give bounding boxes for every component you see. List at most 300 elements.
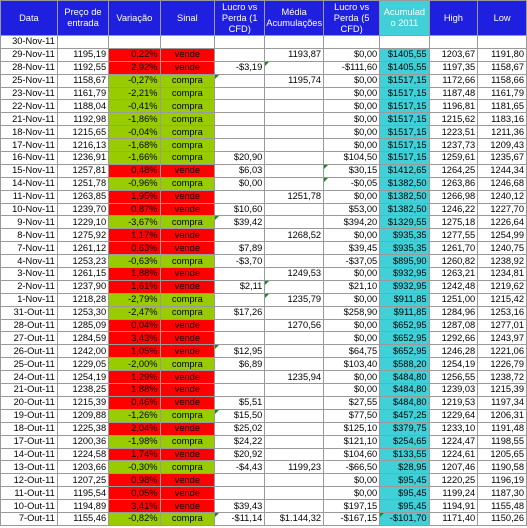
cell-sinal[interactable]: vende — [160, 396, 215, 409]
cell-acumulado[interactable]: $484,80 — [380, 384, 429, 397]
cell-media[interactable] — [265, 100, 324, 113]
cell-data[interactable]: 20-Out-11 — [1, 396, 58, 409]
cell-data[interactable]: 9-Nov-11 — [1, 216, 58, 229]
cell-lucro-5cfd[interactable] — [324, 36, 380, 49]
cell-lucro-5cfd[interactable]: $125,10 — [324, 422, 380, 435]
cell-acumulado[interactable]: $652,95 — [380, 319, 429, 332]
cell-data[interactable]: 10-Nov-11 — [1, 203, 58, 216]
cell-low[interactable]: 1150,26 — [478, 512, 527, 525]
cell-sinal[interactable]: compra — [160, 216, 215, 229]
cell-preco[interactable] — [57, 36, 108, 49]
cell-preco[interactable]: 1195,19 — [57, 48, 108, 61]
cell-high[interactable]: 1224,61 — [429, 448, 478, 461]
cell-variacao[interactable]: 1,29% — [109, 371, 160, 384]
cell-media[interactable]: 1268,52 — [265, 229, 324, 242]
cell-sinal[interactable]: compra — [160, 512, 215, 525]
cell-media[interactable] — [265, 306, 324, 319]
col-header-low[interactable]: Low — [478, 1, 527, 36]
cell-lucro-5cfd[interactable]: $53,00 — [324, 203, 380, 216]
cell-media[interactable]: 1251,78 — [265, 190, 324, 203]
cell-data[interactable]: 14-Nov-11 — [1, 177, 58, 190]
cell-low[interactable]: 1187,30 — [478, 487, 527, 500]
cell-high[interactable]: 1246,22 — [429, 203, 478, 216]
cell-low[interactable]: 1181,65 — [478, 100, 527, 113]
cell-lucro-5cfd[interactable]: $64,75 — [324, 345, 380, 358]
cell-lucro-5cfd[interactable]: $0,00 — [324, 48, 380, 61]
cell-data[interactable]: 31-Out-11 — [1, 306, 58, 319]
cell-high[interactable]: 1277,55 — [429, 229, 478, 242]
cell-low[interactable]: 1235,67 — [478, 152, 527, 165]
cell-high[interactable]: 1292,66 — [429, 332, 478, 345]
cell-low[interactable]: 1226,79 — [478, 358, 527, 371]
cell-media[interactable] — [265, 345, 324, 358]
cell-acumulado[interactable]: $935,35 — [380, 242, 429, 255]
cell-data[interactable]: 3-Nov-11 — [1, 268, 58, 281]
cell-lucro-5cfd[interactable]: $0,00 — [324, 487, 380, 500]
cell-media[interactable] — [265, 164, 324, 177]
cell-lucro-1cfd[interactable] — [215, 36, 265, 49]
cell-data[interactable]: 30-Nov-11 — [1, 36, 58, 49]
cell-variacao[interactable]: 3,41% — [109, 500, 160, 513]
cell-acumulado[interactable]: $95,45 — [380, 474, 429, 487]
cell-media[interactable] — [265, 255, 324, 268]
cell-preco[interactable]: 1251,78 — [57, 177, 108, 190]
cell-variacao[interactable]: 0,63% — [109, 242, 160, 255]
cell-low[interactable]: 1191,48 — [478, 422, 527, 435]
col-header-lucro-5cfd[interactable]: Lucro vs Perda (5 CFD) — [324, 1, 380, 36]
col-header-high[interactable]: High — [429, 1, 478, 36]
cell-sinal[interactable]: vende — [160, 268, 215, 281]
cell-data[interactable]: 18-Nov-11 — [1, 126, 58, 139]
cell-lucro-1cfd[interactable]: $7,89 — [215, 242, 265, 255]
cell-variacao[interactable]: 0,48% — [109, 164, 160, 177]
cell-variacao[interactable]: -1,66% — [109, 152, 160, 165]
cell-lucro-5cfd[interactable]: $197,15 — [324, 500, 380, 513]
cell-sinal[interactable]: vende — [160, 61, 215, 74]
cell-acumulado[interactable]: $935,35 — [380, 229, 429, 242]
cell-lucro-1cfd[interactable]: -$11,14 — [215, 512, 265, 525]
cell-data[interactable]: 4-Nov-11 — [1, 255, 58, 268]
cell-preco[interactable]: 1229,10 — [57, 216, 108, 229]
cell-preco[interactable]: 1253,23 — [57, 255, 108, 268]
cell-lucro-5cfd[interactable]: $0,00 — [324, 190, 380, 203]
cell-acumulado[interactable]: $652,95 — [380, 332, 429, 345]
cell-high[interactable]: 1172,66 — [429, 74, 478, 87]
cell-high[interactable]: 1263,21 — [429, 268, 478, 281]
cell-data[interactable]: 1-Nov-11 — [1, 293, 58, 306]
cell-acumulado[interactable]: $1517,15 — [380, 113, 429, 126]
cell-sinal[interactable]: compra — [160, 87, 215, 100]
cell-low[interactable]: 1227,70 — [478, 203, 527, 216]
cell-preco[interactable]: 1284,59 — [57, 332, 108, 345]
cell-low[interactable]: 1234,81 — [478, 268, 527, 281]
cell-variacao[interactable]: 0,87% — [109, 203, 160, 216]
cell-sinal[interactable]: compra — [160, 177, 215, 190]
cell-lucro-5cfd[interactable]: -$111,60 — [324, 61, 380, 74]
cell-variacao[interactable]: 0,04% — [109, 319, 160, 332]
cell-media[interactable] — [265, 448, 324, 461]
cell-variacao[interactable]: -2,00% — [109, 358, 160, 371]
cell-lucro-1cfd[interactable]: $6,89 — [215, 358, 265, 371]
cell-preco[interactable]: 1218,28 — [57, 293, 108, 306]
cell-acumulado[interactable]: $1382,50 — [380, 190, 429, 203]
cell-media[interactable] — [265, 242, 324, 255]
cell-lucro-1cfd[interactable]: $5,51 — [215, 396, 265, 409]
cell-data[interactable]: 21-Nov-11 — [1, 113, 58, 126]
cell-low[interactable]: 1240,12 — [478, 190, 527, 203]
cell-acumulado[interactable]: $911,85 — [380, 293, 429, 306]
cell-media[interactable] — [265, 126, 324, 139]
cell-sinal[interactable]: compra — [160, 435, 215, 448]
cell-lucro-1cfd[interactable] — [215, 474, 265, 487]
cell-acumulado[interactable]: $1382,50 — [380, 177, 429, 190]
cell-sinal[interactable]: vende — [160, 422, 215, 435]
cell-lucro-5cfd[interactable]: $0,00 — [324, 384, 380, 397]
cell-low[interactable]: 1196,19 — [478, 474, 527, 487]
cell-preco[interactable]: 1257,81 — [57, 164, 108, 177]
cell-preco[interactable]: 1275,92 — [57, 229, 108, 242]
cell-acumulado[interactable]: $1405,55 — [380, 48, 429, 61]
cell-acumulado[interactable]: $95,45 — [380, 500, 429, 513]
col-header-acumulado[interactable]: Acumulad o 2011 — [380, 1, 429, 36]
cell-data[interactable]: 15-Nov-11 — [1, 164, 58, 177]
cell-high[interactable]: 1233,10 — [429, 422, 478, 435]
cell-data[interactable]: 23-Nov-11 — [1, 87, 58, 100]
cell-high[interactable]: 1254,19 — [429, 358, 478, 371]
cell-sinal[interactable]: vende — [160, 487, 215, 500]
col-header-data[interactable]: Data — [1, 1, 58, 36]
cell-preco[interactable]: 1207,25 — [57, 474, 108, 487]
cell-variacao[interactable]: 0,05% — [109, 487, 160, 500]
cell-variacao[interactable]: -0,63% — [109, 255, 160, 268]
cell-media[interactable] — [265, 409, 324, 422]
cell-lucro-5cfd[interactable]: $121,10 — [324, 435, 380, 448]
cell-preco[interactable]: 1203,66 — [57, 461, 108, 474]
cell-low[interactable]: 1211,36 — [478, 126, 527, 139]
cell-lucro-1cfd[interactable] — [215, 268, 265, 281]
cell-acumulado[interactable]: $652,95 — [380, 345, 429, 358]
cell-variacao[interactable]: -0,04% — [109, 126, 160, 139]
cell-lucro-5cfd[interactable]: $39,45 — [324, 242, 380, 255]
cell-variacao[interactable]: 1,88% — [109, 384, 160, 397]
cell-media[interactable] — [265, 396, 324, 409]
cell-lucro-1cfd[interactable]: $10,60 — [215, 203, 265, 216]
cell-low[interactable]: 1243,97 — [478, 332, 527, 345]
cell-preco[interactable]: 1261,15 — [57, 268, 108, 281]
cell-acumulado[interactable]: $133,55 — [380, 448, 429, 461]
cell-high[interactable]: 1263,86 — [429, 177, 478, 190]
cell-data[interactable]: 13-Out-11 — [1, 461, 58, 474]
cell-high[interactable]: 1224,47 — [429, 435, 478, 448]
cell-low[interactable]: 1215,39 — [478, 384, 527, 397]
cell-sinal[interactable]: compra — [160, 409, 215, 422]
cell-lucro-1cfd[interactable] — [215, 229, 265, 242]
cell-acumulado[interactable]: $95,45 — [380, 487, 429, 500]
cell-sinal[interactable]: compra — [160, 126, 215, 139]
cell-data[interactable]: 29-Nov-11 — [1, 48, 58, 61]
cell-low[interactable]: 1226,64 — [478, 216, 527, 229]
cell-lucro-5cfd[interactable]: $0,00 — [324, 100, 380, 113]
cell-low[interactable]: 1205,65 — [478, 448, 527, 461]
cell-media[interactable] — [265, 152, 324, 165]
cell-low[interactable]: 1238,92 — [478, 255, 527, 268]
cell-preco[interactable]: 1161,79 — [57, 87, 108, 100]
cell-lucro-1cfd[interactable] — [215, 371, 265, 384]
cell-preco[interactable]: 1200,36 — [57, 435, 108, 448]
cell-variacao[interactable]: -1,26% — [109, 409, 160, 422]
cell-acumulado[interactable]: $588,20 — [380, 358, 429, 371]
cell-sinal[interactable]: compra — [160, 139, 215, 152]
cell-lucro-1cfd[interactable]: -$3,19 — [215, 61, 265, 74]
cell-high[interactable]: 1220,25 — [429, 474, 478, 487]
cell-variacao[interactable]: -0,30% — [109, 461, 160, 474]
cell-acumulado[interactable]: $932,95 — [380, 280, 429, 293]
cell-lucro-5cfd[interactable]: $0,00 — [324, 293, 380, 306]
cell-low[interactable]: 1221,06 — [478, 345, 527, 358]
cell-acumulado[interactable]: $1517,15 — [380, 100, 429, 113]
cell-variacao[interactable]: 0,22% — [109, 48, 160, 61]
cell-media[interactable]: 1249,53 — [265, 268, 324, 281]
cell-lucro-5cfd[interactable]: $0,00 — [324, 474, 380, 487]
cell-preco[interactable]: 1253,30 — [57, 306, 108, 319]
cell-sinal[interactable]: vende — [160, 48, 215, 61]
cell-lucro-1cfd[interactable]: -$3,70 — [215, 255, 265, 268]
cell-acumulado[interactable]: $1517,15 — [380, 139, 429, 152]
cell-low[interactable]: 1244,34 — [478, 164, 527, 177]
cell-media[interactable]: 1193,87 — [265, 48, 324, 61]
cell-media[interactable] — [265, 203, 324, 216]
cell-variacao[interactable]: 1,74% — [109, 448, 160, 461]
cell-lucro-1cfd[interactable] — [215, 48, 265, 61]
cell-media[interactable] — [265, 435, 324, 448]
cell-lucro-5cfd[interactable]: $0,00 — [324, 74, 380, 87]
cell-lucro-1cfd[interactable]: $0,00 — [215, 177, 265, 190]
cell-low[interactable]: 1246,68 — [478, 177, 527, 190]
cell-preco[interactable]: 1237,90 — [57, 280, 108, 293]
cell-data[interactable]: 21-Out-11 — [1, 384, 58, 397]
cell-preco[interactable]: 1215,65 — [57, 126, 108, 139]
cell-lucro-1cfd[interactable] — [215, 319, 265, 332]
cell-acumulado[interactable]: -$101,70 — [380, 512, 429, 525]
cell-high[interactable]: 1171,40 — [429, 512, 478, 525]
cell-preco[interactable]: 1158,67 — [57, 74, 108, 87]
cell-low[interactable]: 1206,31 — [478, 409, 527, 422]
cell-variacao[interactable]: 1,17% — [109, 229, 160, 242]
cell-data[interactable]: 17-Nov-11 — [1, 139, 58, 152]
cell-lucro-1cfd[interactable]: $20,92 — [215, 448, 265, 461]
cell-lucro-5cfd[interactable]: $0,00 — [324, 319, 380, 332]
cell-lucro-5cfd[interactable]: -$0,05 — [324, 177, 380, 190]
cell-low[interactable]: 1155,48 — [478, 500, 527, 513]
cell-sinal[interactable]: vende — [160, 203, 215, 216]
cell-data[interactable]: 11-Out-11 — [1, 487, 58, 500]
cell-high[interactable]: 1287,08 — [429, 319, 478, 332]
cell-sinal[interactable]: vende — [160, 345, 215, 358]
cell-sinal[interactable]: vende — [160, 280, 215, 293]
cell-variacao[interactable]: -2,21% — [109, 87, 160, 100]
cell-preco[interactable]: 1188,04 — [57, 100, 108, 113]
cell-sinal[interactable]: compra — [160, 255, 215, 268]
cell-low[interactable] — [478, 36, 527, 49]
cell-preco[interactable]: 1239,70 — [57, 203, 108, 216]
col-header-media[interactable]: Média Acumulações — [265, 1, 324, 36]
cell-lucro-5cfd[interactable]: -$66,50 — [324, 461, 380, 474]
cell-preco[interactable]: 1215,39 — [57, 396, 108, 409]
cell-sinal[interactable]: compra — [160, 306, 215, 319]
cell-sinal[interactable]: compra — [160, 152, 215, 165]
cell-sinal[interactable]: compra — [160, 358, 215, 371]
cell-lucro-5cfd[interactable]: $0,00 — [324, 139, 380, 152]
cell-acumulado[interactable]: $379,75 — [380, 422, 429, 435]
cell-acumulado[interactable]: $484,80 — [380, 396, 429, 409]
cell-low[interactable]: 1197,34 — [478, 396, 527, 409]
cell-data[interactable]: 25-Nov-11 — [1, 74, 58, 87]
cell-lucro-5cfd[interactable]: $0,00 — [324, 113, 380, 126]
cell-acumulado[interactable]: $254,65 — [380, 435, 429, 448]
cell-variacao[interactable] — [109, 36, 160, 49]
cell-variacao[interactable]: -2,79% — [109, 293, 160, 306]
cell-variacao[interactable]: 1,61% — [109, 280, 160, 293]
cell-high[interactable]: 1260,82 — [429, 255, 478, 268]
cell-data[interactable]: 28-Out-11 — [1, 319, 58, 332]
cell-sinal[interactable]: vende — [160, 242, 215, 255]
cell-high[interactable]: 1266,98 — [429, 190, 478, 203]
cell-sinal[interactable]: compra — [160, 100, 215, 113]
cell-data[interactable]: 26-Out-11 — [1, 345, 58, 358]
cell-data[interactable]: 7-Nov-11 — [1, 242, 58, 255]
cell-high[interactable]: 1259,61 — [429, 152, 478, 165]
cell-high[interactable]: 1219,53 — [429, 396, 478, 409]
cell-high[interactable]: 1196,81 — [429, 100, 478, 113]
cell-lucro-1cfd[interactable] — [215, 384, 265, 397]
cell-media[interactable] — [265, 474, 324, 487]
cell-preco[interactable]: 1155,46 — [57, 512, 108, 525]
cell-data[interactable]: 16-Nov-11 — [1, 152, 58, 165]
cell-lucro-5cfd[interactable]: $0,00 — [324, 229, 380, 242]
cell-acumulado[interactable]: $1329,55 — [380, 216, 429, 229]
cell-low[interactable]: 1158,66 — [478, 74, 527, 87]
cell-data[interactable]: 10-Out-11 — [1, 500, 58, 513]
cell-low[interactable]: 1161,79 — [478, 87, 527, 100]
cell-acumulado[interactable]: $28,95 — [380, 461, 429, 474]
cell-lucro-5cfd[interactable]: $104,60 — [324, 448, 380, 461]
cell-lucro-1cfd[interactable] — [215, 139, 265, 152]
cell-sinal[interactable]: compra — [160, 293, 215, 306]
cell-high[interactable]: 1275,18 — [429, 216, 478, 229]
cell-acumulado[interactable]: $1412,65 — [380, 164, 429, 177]
cell-variacao[interactable]: 3,43% — [109, 332, 160, 345]
cell-lucro-1cfd[interactable]: $39,42 — [215, 216, 265, 229]
cell-variacao[interactable]: -3,67% — [109, 216, 160, 229]
cell-lucro-5cfd[interactable]: $104,50 — [324, 152, 380, 165]
cell-sinal[interactable]: vende — [160, 474, 215, 487]
cell-media[interactable] — [265, 216, 324, 229]
cell-variacao[interactable]: -0,27% — [109, 74, 160, 87]
cell-data[interactable]: 2-Nov-11 — [1, 280, 58, 293]
cell-preco[interactable]: 1194,89 — [57, 500, 108, 513]
cell-media[interactable] — [265, 113, 324, 126]
cell-low[interactable]: 1254,99 — [478, 229, 527, 242]
cell-preco[interactable]: 1285,09 — [57, 319, 108, 332]
cell-low[interactable]: 1209,43 — [478, 139, 527, 152]
cell-preco[interactable]: 1195,54 — [57, 487, 108, 500]
cell-data[interactable]: 27-Out-11 — [1, 332, 58, 345]
cell-lucro-5cfd[interactable]: $394,20 — [324, 216, 380, 229]
cell-variacao[interactable]: 1,88% — [109, 268, 160, 281]
cell-high[interactable]: 1264,25 — [429, 164, 478, 177]
cell-lucro-1cfd[interactable]: $25,02 — [215, 422, 265, 435]
cell-data[interactable]: 25-Out-11 — [1, 358, 58, 371]
cell-high[interactable]: 1203,67 — [429, 48, 478, 61]
cell-media[interactable]: 1235,79 — [265, 293, 324, 306]
cell-high[interactable] — [429, 36, 478, 49]
cell-acumulado[interactable]: $1517,15 — [380, 74, 429, 87]
cell-lucro-5cfd[interactable]: $0,00 — [324, 126, 380, 139]
cell-sinal[interactable]: vende — [160, 500, 215, 513]
cell-media[interactable] — [265, 139, 324, 152]
cell-sinal[interactable]: compra — [160, 113, 215, 126]
cell-data[interactable]: 17-Out-11 — [1, 435, 58, 448]
cell-preco[interactable]: 1229,05 — [57, 358, 108, 371]
cell-lucro-5cfd[interactable]: $21,10 — [324, 280, 380, 293]
cell-preco[interactable]: 1224,58 — [57, 448, 108, 461]
cell-high[interactable]: 1261,70 — [429, 242, 478, 255]
cell-preco[interactable]: 1192,55 — [57, 61, 108, 74]
cell-lucro-1cfd[interactable]: $17,26 — [215, 306, 265, 319]
cell-lucro-1cfd[interactable]: $15,50 — [215, 409, 265, 422]
cell-acumulado[interactable]: $484,80 — [380, 371, 429, 384]
cell-data[interactable]: 12-Out-11 — [1, 474, 58, 487]
cell-data[interactable]: 8-Nov-11 — [1, 229, 58, 242]
cell-high[interactable]: 1242,48 — [429, 280, 478, 293]
cell-lucro-1cfd[interactable]: $6,03 — [215, 164, 265, 177]
cell-lucro-5cfd[interactable]: $0,00 — [324, 332, 380, 345]
cell-variacao[interactable]: -0,96% — [109, 177, 160, 190]
cell-variacao[interactable]: -1,86% — [109, 113, 160, 126]
cell-high[interactable]: 1239,03 — [429, 384, 478, 397]
cell-low[interactable]: 1240,75 — [478, 242, 527, 255]
cell-acumulado[interactable]: $911,85 — [380, 306, 429, 319]
cell-data[interactable]: 24-Out-11 — [1, 371, 58, 384]
cell-media[interactable]: 1195,74 — [265, 74, 324, 87]
cell-data[interactable]: 18-Out-11 — [1, 422, 58, 435]
cell-acumulado[interactable]: $932,95 — [380, 268, 429, 281]
cell-sinal[interactable]: vende — [160, 190, 215, 203]
cell-data[interactable]: 14-Out-11 — [1, 448, 58, 461]
cell-lucro-1cfd[interactable] — [215, 87, 265, 100]
cell-media[interactable] — [265, 384, 324, 397]
cell-lucro-1cfd[interactable] — [215, 126, 265, 139]
cell-media[interactable]: 1235,94 — [265, 371, 324, 384]
cell-lucro-1cfd[interactable]: $24,22 — [215, 435, 265, 448]
cell-lucro-1cfd[interactable] — [215, 332, 265, 345]
cell-preco[interactable]: 1242,00 — [57, 345, 108, 358]
cell-sinal[interactable]: vende — [160, 448, 215, 461]
cell-preco[interactable]: 1236,91 — [57, 152, 108, 165]
cell-sinal[interactable]: compra — [160, 74, 215, 87]
cell-low[interactable]: 1198,55 — [478, 435, 527, 448]
cell-lucro-1cfd[interactable] — [215, 100, 265, 113]
cell-low[interactable]: 1215,42 — [478, 293, 527, 306]
cell-media[interactable]: $1.144,32 — [265, 512, 324, 525]
cell-variacao[interactable]: 2,04% — [109, 422, 160, 435]
cell-low[interactable]: 1253,16 — [478, 306, 527, 319]
cell-media[interactable] — [265, 36, 324, 49]
col-header-preco[interactable]: Preço de entrada — [57, 1, 108, 36]
cell-media[interactable]: 1270,56 — [265, 319, 324, 332]
cell-sinal[interactable]: vende — [160, 164, 215, 177]
cell-lucro-1cfd[interactable] — [215, 487, 265, 500]
